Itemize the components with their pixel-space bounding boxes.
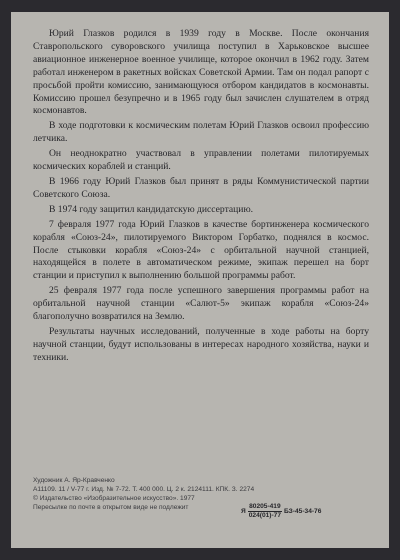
code-numerator: 80205-419	[249, 503, 281, 510]
paragraph: В 1966 году Юрий Глазков был принят в ряды Коммунистической партии Советского Союза.	[33, 175, 369, 200]
paragraph: Результаты научных исследований, полученные в ходе работы на борту научной станции, будут использованы в интересах народного хозяйства, науки и техники.	[33, 325, 369, 363]
code-fraction	[248, 503, 282, 520]
code-suffix: БЗ-45-34-76	[284, 507, 322, 515]
artist-credit: Художник А. Яр-Кравченко	[33, 477, 115, 484]
paragraph: 25 февраля 1977 года после успешного завершения программы работ на орбитальной научной станции «Салют-5» экипаж корабля «Союз-24» благополучно возвратился на Землю.	[33, 285, 369, 323]
code-denominator: 024(01)-77	[248, 512, 282, 519]
publication-details: А11109. 11 / V-77 г. Изд. № 7-72. Т. 400 000. Ц. 2 к. 2124111. КПК. З. 2274	[33, 486, 255, 493]
paragraph: В 1974 году защитил кандидатскую диссертацию.	[49, 203, 254, 215]
postcard-back	[11, 12, 389, 548]
paragraph: Он неоднократно участвовал в управлении полетами пилотируемых космических кораблей и станций.	[33, 148, 369, 173]
paragraph: Юрий Глазков родился в 1939 году в Москве. После окончания Ставропольского суворовского училища поступил в Харьковское высшее авиационное инженерное военное училище, которое окончил в 1962 году. Затем работал инженером в ракетных войсках Советской Армии. Там он подал рапорт с просьбой пройти комиссию, занимающуюся отбором кандидатов в космонавты. Комиссию прошел безупречно и в 1965 году был зачислен слушателем в отряд космонавтов.	[33, 28, 369, 117]
paragraph: 7 февраля 1977 года Юрий Глазков в качестве бортинженера космического корабля «Союз-24», пилотируемого Виктором Горбатко, поднялся в космос. После стыковки корабля «Союз-24» с орбитальной научной станцией, находящейся в полете в автоматическом режиме, экипаж перешел на борт станции и приступил к выполнению большой программы работ.	[33, 218, 369, 282]
copyright-line: © Издательство «Изобразительное искусство». 1977	[33, 495, 195, 502]
biography-text	[33, 28, 369, 367]
paragraph: В ходе подготовки к космическим полетам Юрий Глазков освоил профессию летчика.	[33, 120, 369, 145]
code-prefix: Я	[241, 507, 246, 515]
catalog-code	[241, 503, 321, 520]
imprint-block	[33, 476, 373, 512]
mail-note: Пересылке по почте в открытом виде не подлежит	[33, 504, 189, 511]
